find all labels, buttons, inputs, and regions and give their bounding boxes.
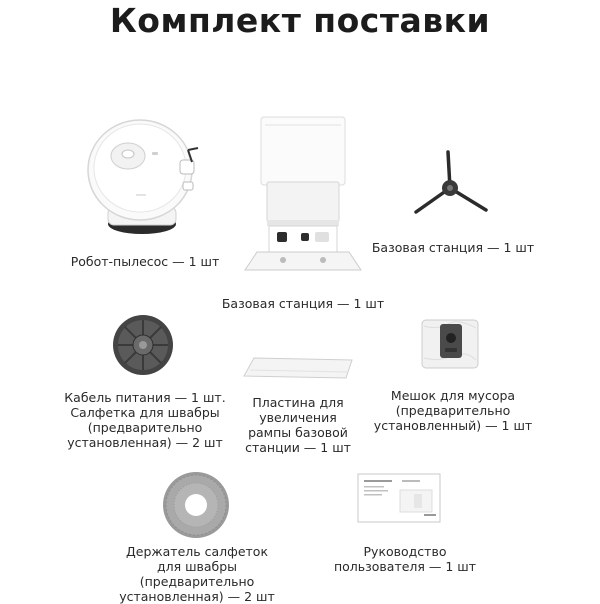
side-brush-icon xyxy=(408,148,492,224)
manual-caption: Руководство пользователя — 1 шт xyxy=(333,544,477,574)
mop-holder-caption: Держатель салфеток для швабры (предварительно установленная) — 2 шт xyxy=(119,544,275,604)
robot-vacuum-caption: Робот-пылесос — 1 шт xyxy=(70,254,220,269)
page-title: Комплект поставки xyxy=(109,1,491,40)
base-station-icon xyxy=(243,112,363,282)
mop-pad-icon xyxy=(110,314,176,376)
ramp-plate-icon xyxy=(240,354,358,384)
base-station-caption: Базовая станция — 1 шт xyxy=(221,296,385,311)
dust-bag-icon xyxy=(418,316,482,372)
ramp-plate-caption: Пластина для увеличения рампы базовой станции — 1 шт xyxy=(245,395,351,455)
manual-icon xyxy=(356,472,442,524)
robot-vacuum-icon xyxy=(80,112,205,242)
mop-holder-icon xyxy=(160,470,232,540)
dust-bag-caption: Мешок для мусора (предварительно установленный) — 1 шт xyxy=(373,388,533,433)
side-brush-caption: Базовая станция — 1 шт xyxy=(371,240,535,255)
mop-pad-caption: Кабель питания — 1 шт. Салфетка для швабры (предварительно установленная) — 2 шт xyxy=(64,390,226,450)
